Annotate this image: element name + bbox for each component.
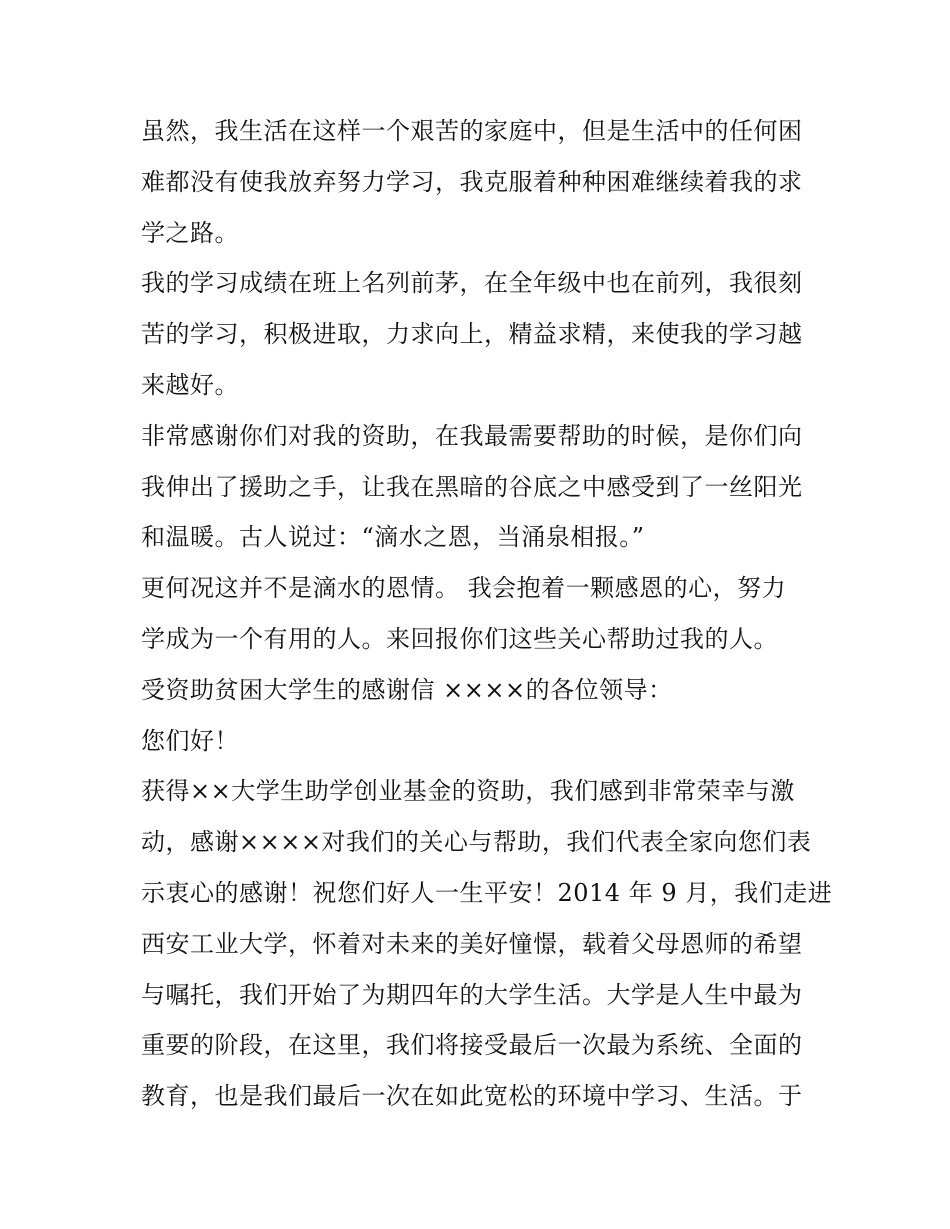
text-line: 动，感谢××××对我们的关心与帮助，我们代表全家向您们表 (141, 828, 812, 857)
text-line: 示衷心的感谢！祝您们好人一生平安！2014 年 9 月，我们走进 (141, 878, 833, 907)
text-line: 我的学习成绩在班上名列前茅，在全年级中也在前列，我很刻 (141, 269, 803, 298)
body-text (141, 106, 833, 1122)
text-line: 来越好。 (141, 370, 239, 399)
text-line: 更何况这并不是滴水的恩情。 我会抱着一颗感恩的心，努力 (141, 574, 787, 603)
text-line: 西安工业大学，怀着对未来的美好憧憬，载着父母恩师的希望 (141, 929, 803, 958)
text-line: 与嘱托，我们开始了为期四年的大学生活。大学是人生中最为 (141, 980, 803, 1009)
text-line: 教育，也是我们最后一次在如此宽松的环境中学习、生活。于 (141, 1082, 803, 1111)
text-line: 和温暖。古人说过：“滴水之恩，当涌泉相报。” (141, 523, 645, 552)
text-line: 您们好！ (141, 726, 239, 755)
text-line: 受资助贫困大学生的感谢信 ××××的各位领导： (141, 675, 673, 704)
text-line: 虽然，我生活在这样一个艰苦的家庭中，但是生活中的任何困 (141, 117, 803, 145)
text-line: 获得××大学生助学创业基金的资助，我们感到非常荣幸与激 (141, 777, 795, 806)
text-line: 学成为一个有用的人。来回报你们这些关心帮助过我的人。 (141, 624, 778, 653)
text-line: 非常感谢你们对我的资助，在我最需要帮助的时候，是你们向 (141, 421, 803, 450)
text-line: 难都没有使我放弃努力学习，我克服着种种困难继续着我的求 (141, 167, 803, 196)
text-line: 学之路。 (141, 218, 239, 247)
text-line: 苦的学习，积极进取，力求向上，精益求精，来使我的学习越 (141, 320, 803, 349)
text-line: 我伸出了援助之手，让我在黑暗的谷底之中感受到了一丝阳光 (141, 472, 803, 501)
text-line: 重要的阶段，在这里，我们将接受最后一次最为系统、全面的 (141, 1031, 803, 1060)
